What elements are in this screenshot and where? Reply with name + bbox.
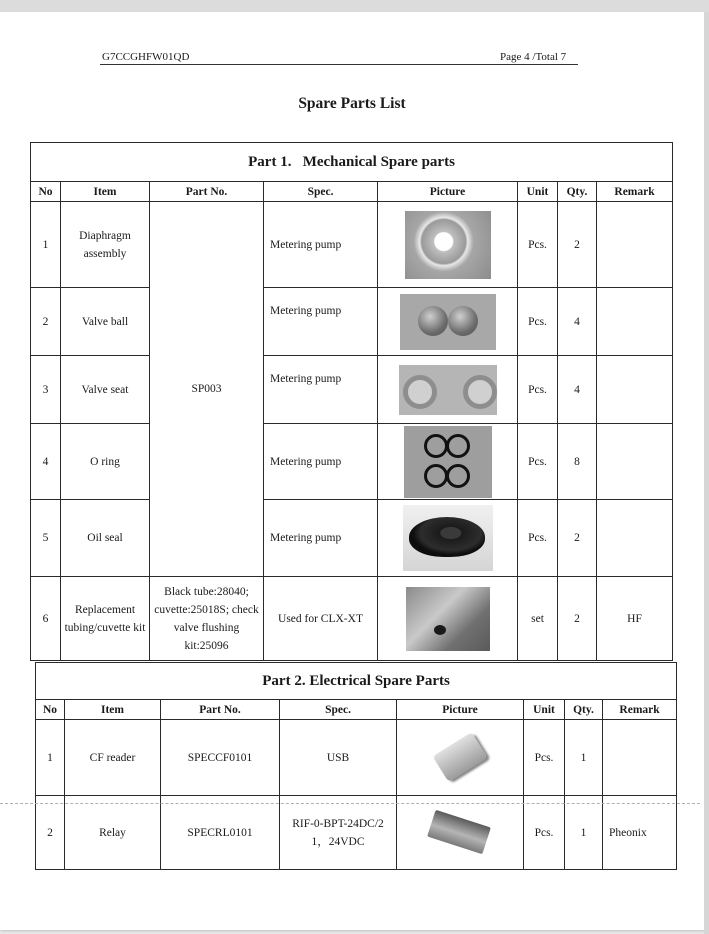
cell-item: O ring <box>61 424 150 500</box>
cell-no: 1 <box>36 720 65 796</box>
cell-picture <box>378 424 518 500</box>
cell-item: Diaphragm assembly <box>61 202 150 288</box>
scrollbar[interactable] <box>704 12 709 934</box>
cell-remark <box>597 288 673 356</box>
page-break-line <box>0 803 700 804</box>
cell-item: Valve seat <box>61 356 150 424</box>
relay-photo <box>424 806 496 860</box>
cell-spec: Metering pump <box>264 356 378 424</box>
column-header-spec: Spec. <box>264 182 378 202</box>
page-title: Spare Parts List <box>298 95 406 112</box>
cell-no: 5 <box>31 500 61 577</box>
header-rule <box>100 64 578 65</box>
table-row <box>31 577 673 661</box>
section-title: Part 1. Mechanical Spare parts <box>31 143 673 182</box>
column-header-picture: Picture <box>378 182 518 202</box>
cell-spec: Metering pump <box>264 202 378 288</box>
cell-qty: 1 <box>565 720 603 796</box>
cell-item: Oil seal <box>61 500 150 577</box>
section-title: Part 2. Electrical Spare Parts <box>36 663 677 700</box>
cell-remark <box>603 720 677 796</box>
column-header-part-no: Part No. <box>150 182 264 202</box>
electrical-parts-table <box>35 662 677 870</box>
cell-unit: Pcs. <box>518 500 558 577</box>
column-header-spec: Spec. <box>280 700 397 720</box>
column-header-item: Item <box>65 700 161 720</box>
cell-picture <box>378 356 518 424</box>
cell-picture <box>397 796 524 870</box>
cell-unit: set <box>518 577 558 661</box>
cell-item: Replacement tubing/cuvette kit <box>61 577 150 661</box>
cell-remark <box>597 202 673 288</box>
cell-spec: Metering pump <box>264 500 378 577</box>
column-header-remark: Remark <box>597 182 673 202</box>
cell-no: 6 <box>31 577 61 661</box>
cell-spec: Metering pump <box>264 288 378 356</box>
column-header-unit: Unit <box>518 182 558 202</box>
column-header-remark: Remark <box>603 700 677 720</box>
table-row <box>31 356 673 424</box>
cell-spec: RIF-0-BPT-24DC/21，24VDC <box>280 796 397 870</box>
cell-qty: 4 <box>558 288 597 356</box>
cell-spec: Metering pump <box>264 424 378 500</box>
viewer-top-bar <box>0 0 709 12</box>
column-header-qty: Qty. <box>565 700 603 720</box>
table-row <box>31 288 673 356</box>
cell-picture <box>378 202 518 288</box>
cell-unit: Pcs. <box>518 288 558 356</box>
cell-qty: 2 <box>558 202 597 288</box>
cell-picture <box>397 720 524 796</box>
cell-remark: Pheonix <box>603 796 677 870</box>
cell-unit: Pcs. <box>518 356 558 424</box>
table-row <box>36 796 677 870</box>
cell-no: 2 <box>31 288 61 356</box>
cell-part-no: Black tube:28040; cuvette:25018S; check valve flushing kit:25096 <box>150 577 264 661</box>
cell-no: 1 <box>31 202 61 288</box>
tubing-kit-photo <box>406 587 490 651</box>
cell-picture <box>378 500 518 577</box>
cell-unit: Pcs. <box>518 202 558 288</box>
cell-spec: USB <box>280 720 397 796</box>
document-code: G7CCGHFW01QD <box>102 51 190 63</box>
o-ring-photo <box>404 426 492 498</box>
cell-item: CF reader <box>65 720 161 796</box>
cell-item: Valve ball <box>61 288 150 356</box>
cf-reader-photo <box>425 730 495 786</box>
cell-part-no: SP003 <box>150 202 264 577</box>
cell-remark <box>597 500 673 577</box>
column-header-no: No <box>31 182 61 202</box>
cell-qty: 8 <box>558 424 597 500</box>
mechanical-parts-table <box>30 142 673 661</box>
cell-no: 3 <box>31 356 61 424</box>
cell-qty: 2 <box>558 500 597 577</box>
cell-spec: Used for CLX-XT <box>264 577 378 661</box>
oil-seal-photo <box>403 505 493 571</box>
column-header-no: No <box>36 700 65 720</box>
cell-part-no: SPECRL0101 <box>161 796 280 870</box>
table-header-row <box>36 700 677 720</box>
valve-seat-photo <box>399 365 497 415</box>
table-row <box>31 500 673 577</box>
valve-ball-photo <box>400 294 496 350</box>
column-header-picture: Picture <box>397 700 524 720</box>
table-row <box>31 202 673 288</box>
cell-qty: 2 <box>558 577 597 661</box>
diaphragm-photo <box>405 211 491 279</box>
page-indicator: Page 4 /Total 7 <box>500 51 567 63</box>
cell-remark <box>597 356 673 424</box>
column-header-unit: Unit <box>524 700 565 720</box>
cell-item: Relay <box>65 796 161 870</box>
cell-no: 4 <box>31 424 61 500</box>
cell-remark: HF <box>597 577 673 661</box>
table-row <box>31 424 673 500</box>
column-header-part-no: Part No. <box>161 700 280 720</box>
cell-qty: 4 <box>558 356 597 424</box>
column-header-item: Item <box>61 182 150 202</box>
cell-unit: Pcs. <box>518 424 558 500</box>
column-header-qty: Qty. <box>558 182 597 202</box>
cell-remark <box>597 424 673 500</box>
cell-picture <box>378 288 518 356</box>
cell-unit: Pcs. <box>524 720 565 796</box>
cell-picture <box>378 577 518 661</box>
table-header-row <box>31 182 673 202</box>
cell-no: 2 <box>36 796 65 870</box>
table-row <box>36 720 677 796</box>
cell-part-no: SPECCF0101 <box>161 720 280 796</box>
cell-qty: 1 <box>565 796 603 870</box>
cell-unit: Pcs. <box>524 796 565 870</box>
